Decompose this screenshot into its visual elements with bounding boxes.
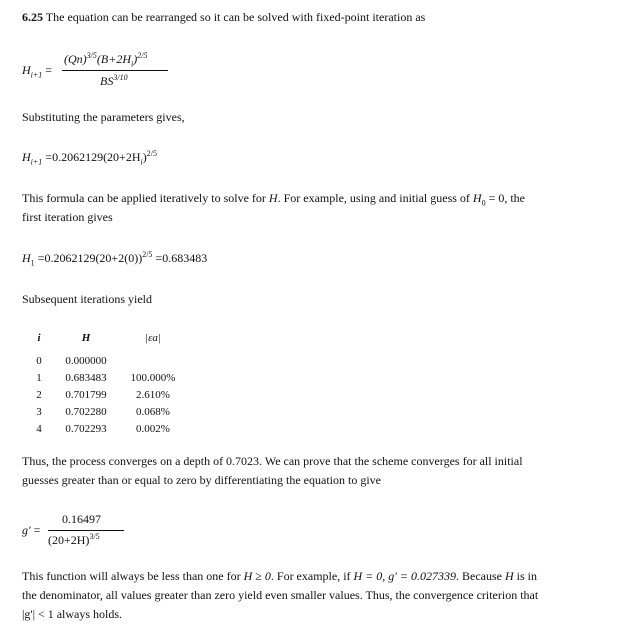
table-row — [28, 352, 184, 369]
row-error: 100.000% — [130, 371, 176, 384]
eq1-lhs: $H_{i+1}$ = — [22, 63, 53, 80]
apply-paragraph: This formula can be applied iteratively to solve for H. For example, using and initial guess of $H_0 = 0$, the first iteration gives — [22, 191, 526, 224]
header-h: H — [81, 332, 91, 344]
equation-first-iteration: $H_1 =0.2062129(20+2(0))^{2/5} =0.683483$ — [22, 250, 208, 268]
row-i: 3 — [36, 405, 42, 418]
table-row — [28, 420, 184, 437]
row-h: 0.683483 — [65, 371, 107, 384]
row-h: 0.702293 — [65, 422, 107, 435]
row-error — [122, 352, 184, 369]
eq1-fraction-bar — [62, 70, 168, 71]
equation-substituted: $H_{i+1} =0.2062129(20+2H_i)^{2/5}$ — [22, 149, 157, 167]
eq4-denominator: $(20+2H)^{3/5}$ — [48, 532, 100, 547]
row-h: 0.702280 — [65, 405, 107, 418]
table-row — [28, 403, 184, 420]
row-error: 0.002% — [136, 422, 170, 435]
problem-intro — [22, 8, 582, 27]
row-error: 0.068% — [136, 405, 170, 418]
eq1-denominator: $BS^{3/10}$ — [100, 73, 128, 88]
problem-number: 6.25 — [22, 10, 43, 24]
row-h: 0.000000 — [65, 354, 107, 367]
row-error: 2.610% — [136, 388, 170, 401]
eq4-numerator: 0.16497 — [62, 512, 101, 526]
subsequent-text: Subsequent iterations yield — [22, 292, 152, 306]
final-paragraph: This function will always be less than one for H ≥ 0. For example, if H = 0, g' = 0.027339. Because H is in the denominator, all values greater than zero yield even smaller values. Thus, the convergence criterion that |g'| < 1 always holds. — [22, 569, 539, 621]
row-i: 1 — [36, 371, 42, 384]
row-i: 0 — [36, 354, 42, 367]
eq2-rhs: $=0.2062129(20+2H_i)^{2/5}$ — [45, 149, 157, 167]
row-i: 2 — [36, 388, 42, 401]
eq1-numerator: $(Qn)^{3/5}(B+2H_i)^{2/5}$ — [64, 51, 148, 69]
header-error: |εa| — [145, 332, 161, 344]
problem-intro-text: The equation can be rearranged so it can be solved with fixed-point iteration as — [45, 10, 426, 24]
conclusion-paragraph: Thus, the process converges on a depth of 0.7023. We can prove that the scheme converges for all initial guesses greater than or equal to zero by differentiating the equation to give — [22, 454, 523, 487]
table-row — [28, 369, 184, 386]
substituting-text: Substituting the parameters gives, — [22, 110, 185, 124]
table-header-row — [28, 330, 184, 352]
row-h: 0.701799 — [65, 388, 107, 401]
row-i: 4 — [36, 422, 42, 435]
header-i: i — [37, 332, 41, 344]
eq4-lhs: g' = — [22, 523, 41, 537]
iteration-table — [28, 330, 184, 437]
eq4-fraction-bar — [48, 530, 124, 531]
table-row — [28, 386, 184, 403]
